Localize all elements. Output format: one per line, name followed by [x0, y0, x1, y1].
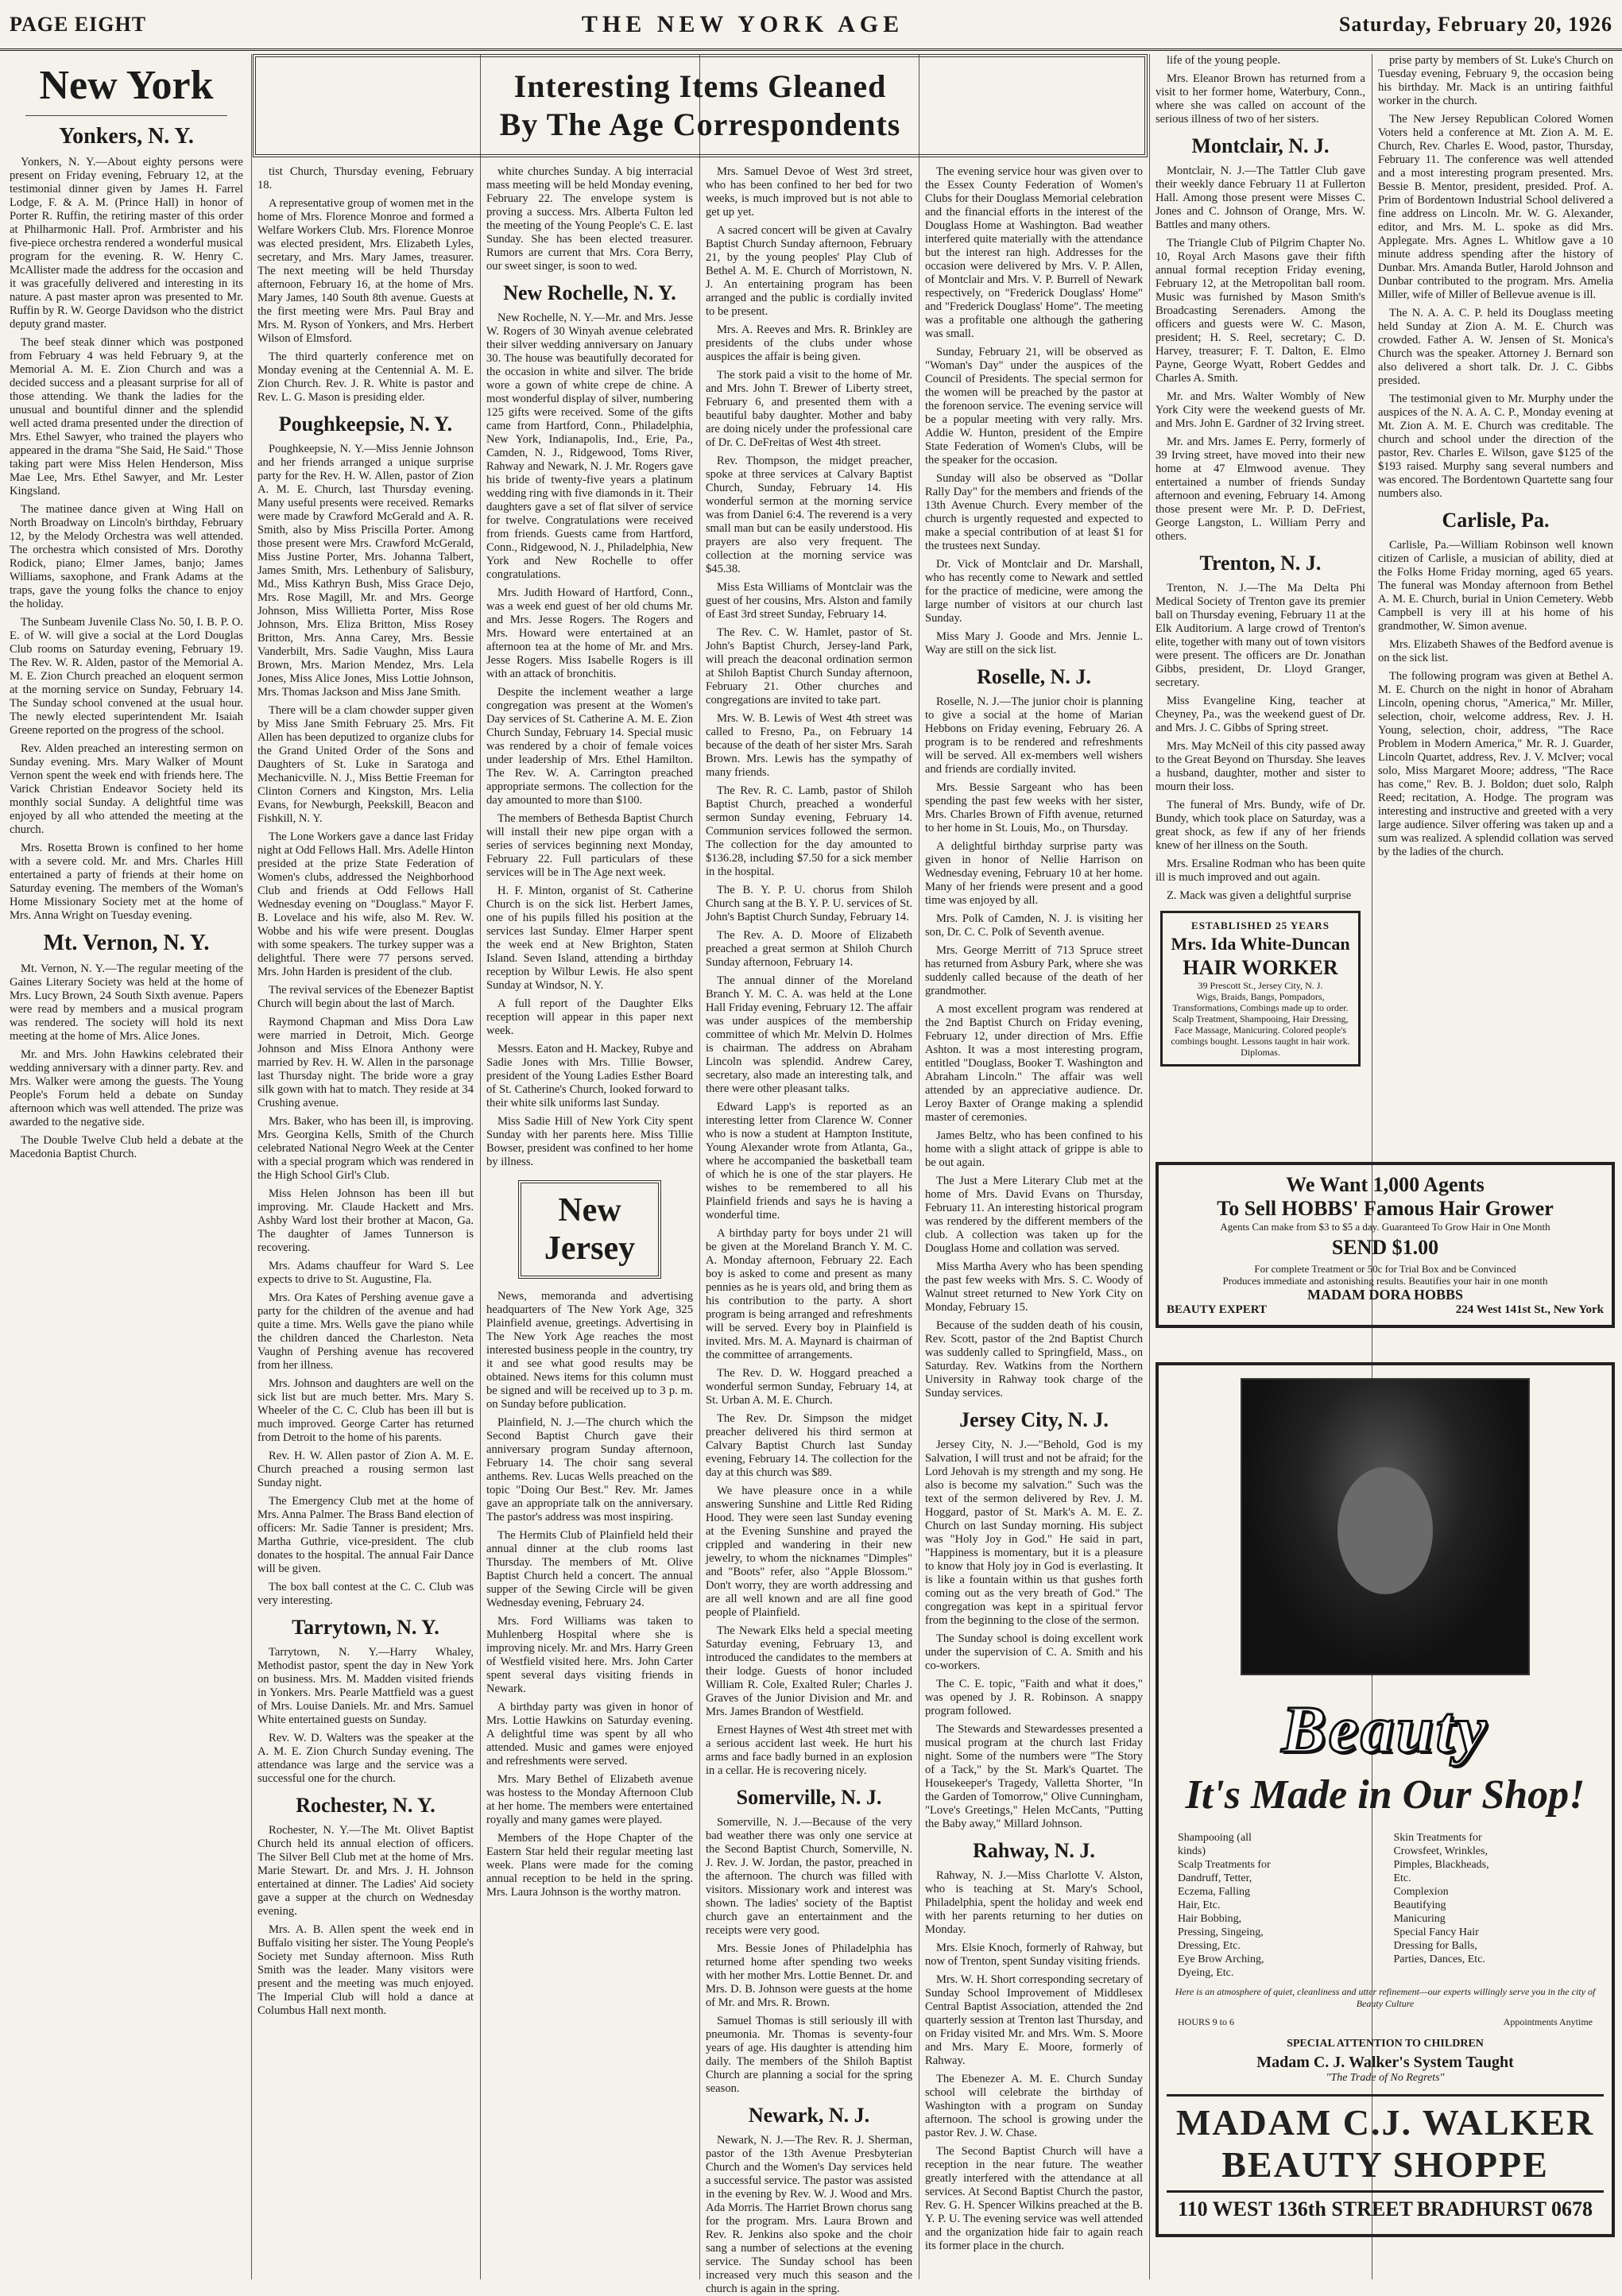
article-paragraph: Mrs. Bessie Sargeant who has been spending the past few weeks with her sister, Mrs. Charles Brown of Fifth avenue, returned to her home in St. Louis, Mo., on Thursday.	[925, 781, 1143, 834]
article-paragraph: The New Jersey Republican Colored Women Voters held a conference at Mt. Zion A. M. E. Church, Rev. Charles E. Wood, pastor, Thursday, February 11. The conference was well attended and a most interesting program presented. Mrs. Bessie B. Mentor, president, presided. Prof. A. Prim of Bordentown Industrial School delivered a fine address on Lincoln. Mr. W. G. Alexander, editor, and Mrs. M. L. spoke as did Mrs. Applegate. Mrs. Agnes L. Whitlow gave a 10 minute address spending after the history of Dunbar. Mrs. Amanda Butler, Harold Johnson and Dunbar contributed to the program. Mrs. Amelia Miller, wife of Miller of Bellevue avenue is ill.	[1378, 113, 1613, 301]
hobbs-subheadline: To Sell HOBBS' Famous Hair Grower	[1217, 1197, 1554, 1220]
walker-system: Madam C. J. Walker's System Taught	[1256, 2054, 1514, 2071]
shop-note: Here is an atmosphere of quiet, cleanliness and utter refinement—our experts willingly serve you in the city of Beauty Culture	[1175, 1986, 1596, 2009]
article-paragraph: Roselle, N. J.—The junior choir is planning to give a social at the home of Marian Hebbons on Friday evening, February 26. A program is to be rendered and refreshments will be served. All ex-members well wishers and friends are cordially invited.	[925, 695, 1143, 776]
article-paragraph: Ernest Haynes of West 4th street met with a serious accident last week. He hurt his arms and face badly burned in an explosion in a cellar. He is recovering nicely.	[706, 1724, 912, 1777]
service-item: Special Fancy Hair Dressing for Balls, Parties, Dances, Etc.	[1393, 1926, 1485, 1965]
article-paragraph: Because of the sudden death of his cousin, Rev. Scott, pastor of the 2nd Baptist Church was suddenly called to Springfield, Mass., on Saturday. Rev. Watkins from the Northern University in Rahway took charge of the Sunday services.	[925, 1319, 1143, 1400]
shoppe-address: 110 WEST 136th STREET	[1178, 2197, 1413, 2220]
article-paragraph: Tarrytown, N. Y.—Harry Whaley, Methodist pastor, spent the day in New York on business. Mrs. M. Madden visited friends in Yonkers. Mrs. Pearle Mattfield was a guest of Mrs. Louise Daniels. Mr. and Mrs. Samuel White entertained guests on Sunday.	[257, 1646, 474, 1726]
article-paragraph: Mrs. A. Reeves and Mrs. R. Brinkley are presidents of the clubs under whose auspices the affair is being given.	[706, 323, 912, 363]
hobbs-ad-wrapper	[1151, 1151, 1620, 1339]
article-paragraph: Mrs. A. B. Allen spent the week end in Buffalo visiting her sister. The Young People's Society met Sunday afternoon. Miss Ruth Smith was the leader. Many visitors were present and the meeting was much enjoyed. The Imperial Club will hold a dance at Columbus Hall next month.	[257, 1923, 474, 2017]
article-paragraph: Mrs. W. H. Short corresponding secretary of Sunday School Improvement of Middlesex Central Baptist Association, attended the 2nd quarterly session at Trenton last Thursday, and on Friday visited Mr. and Mrs. Wm. S. Moore and Mrs. Mary E. Moore, formerly of Rahway.	[925, 1973, 1143, 2067]
beauty-headline: Beauty	[1281, 1693, 1489, 1767]
banner-line-2: By The Age Correspondents	[499, 106, 901, 142]
article-paragraph: The Lone Workers gave a dance last Friday night at Odd Fellows Hall. Mrs. Adelle Hinton presided at the prize State Federation of Women's clubs, addressed the Neighborhood Club and friends at Odd Fellows Hall Wednesday evening on "Douglass." Mayor F. B. Lovelace and his wife, also M. Rev. W. Wobbe and his wife were present. Douglas with some speakers. The turkey supper was a delightful. There were 77 persons served. Mrs. John Harden is president of the club.	[257, 831, 474, 978]
made-in-shop-tagline: It's Made in Our Shop!	[1185, 1772, 1585, 1818]
article-paragraph: Mrs. Samuel Devoe of West 3rd street, who has been confined to her bed for two weeks, is much improved but is not able to get up yet.	[706, 165, 912, 219]
article-paragraph: Rev. Alden preached an interesting sermon on Sunday evening. Mrs. Mary Walker of Mount Vernon spent the week end with friends here. The Varick Christian Endeavor Society held its monthly social Sunday. A delightful time was enjoyed by all who attended the meeting at the church.	[10, 742, 243, 836]
article-paragraph: Edward Lapp's is reported as an interesting letter from Clarence W. Conner who is now a student at Hampton Institute, Young Alexander wrote from Atlanta, Ga., where he accompanied the basketball team of which he is one of the star players. He wishes to be remembered to all his Plainfield friends and says he is having a wonderful time.	[706, 1101, 912, 1222]
section-title-new-jersey: New Jersey	[518, 1180, 661, 1279]
article-paragraph: Rev. W. D. Walters was the speaker at the A. M. E. Zion Church Sunday evening. The attendance was large and the service was a successful one for the church.	[257, 1732, 474, 1785]
article-paragraph: Miss Martha Avery who has been spending the past few weeks with Mrs. S. C. Woody of Walnut street returned to New York City on Monday, February 15.	[925, 1260, 1143, 1314]
article-paragraph: Rochester, N. Y.—The Mt. Olivet Baptist Church held its annual election of officers. The Silver Bell Club met at the home of Mrs. Marie Stewart. Dr. and Mrs. J. H. Johnson entertained at dinner. The Ladies' Aid society gave a supper at the church on Wednesday evening.	[257, 1824, 474, 1918]
article-paragraph: Jersey City, N. J.—"Behold, God is my Salvation, I will trust and not be afraid; for the Lord Jehovah is my strength and my song. He also is become my salvation." Such was the text of the sermon delivered by Rev. J. M. Hoggard, pastor of St. Mark's A. M. E. Z. Church on last Sunday morning. His subject was "Holy Joy in God." He said in part, "Happiness is momentary, but it is a pleasure to know that Holy joy in God is everlasting. It is like a fountain within us that gushes forth coming out as the very breath of God." The congregation was kept in a spiritual fervor from the beginning to the close of the sermon.	[925, 1438, 1143, 1627]
page-number: PAGE EIGHT	[10, 12, 147, 36]
dateline-yonkers: Yonkers, N. Y.	[59, 124, 194, 149]
article-paragraph: Mrs. May McNeil of this city passed away to the Great Beyond on Thursday. She leaves a husband, daughter, mother and sister to mourn their loss.	[1156, 740, 1365, 793]
service-item: Eye Brow Arching, Dyeing, Etc.	[1178, 1953, 1264, 1979]
article-paragraph: There will be a clam chowder supper given by Miss Jane Smith February 25. Mrs. Fit Allen has been deputized to organize clubs for the Grand United Order of the Sons and Daughters of St. Luke in Saratoga and Mechanicville. N. J., Miss Bettie Freeman for Clinton Corners and Kingston, Mrs. Lelia Evans, for Newburgh, Peekskill, Beacon and Fishkill, N. Y.	[257, 704, 474, 825]
article-paragraph: Mrs. Elsie Knoch, formerly of Rahway, but now of Trenton, spent Sunday visiting friends.	[925, 1942, 1143, 1968]
services-list	[1167, 1831, 1604, 1980]
article-paragraph: The Sunbeam Juvenile Class No. 50, I. B. P. O. E. of W. will give a social at the Lord Douglas Club rooms on Saturday evening, February 19. The Rev. W. R. Alden, pastor of the Memorial A. M. E. Zion Church preached an eloquent sermon at the morning service on Sunday, February 14. The Sunday school convened at the usual hour. The newly elected superintendent Mr. Isaiah Greene reported on the progress of the school.	[10, 616, 243, 737]
issue-date: Saturday, February 20, 1926	[1338, 12, 1612, 36]
article-paragraph: The revival services of the Ebenezer Baptist Church will begin about the last of March.	[257, 984, 474, 1010]
dateline-rochester: Rochester, N. Y.	[296, 1794, 436, 1817]
article-paragraph: Miss Evangeline King, teacher at Cheyney, Pa., was the weekend guest of Dr. and Mrs. J. C. Gibbs of Spring street.	[1156, 695, 1365, 734]
article-paragraph: The following program was given at Bethel A. M. E. Church on the night in honor of Abraham Lincoln, opening chorus, "America," Mr. Miller, selection, choir, welcome address, Rev. J. H. Young, selection, choir, address, "The Race Problem in Modern America," Mr. R. J. Guarder, Lincoln Quartet, address, Rev. J. V. McIver; vocal solo, Miss Margaret Moore; address, "The Race has come," Rev. B. J. Boldon; duet solo, Ralph Reed; recitation, A. Hodge. The program was interesting and instructive and greeted with a very large audience. Silver offering was taken up and a sum was realized. A splendid collation was served by the ladies of the church.	[1378, 670, 1613, 858]
article-paragraph: Rev. Thompson, the midget preacher, spoke at three services at Calvary Baptist Church, Sunday, February 14. His wonderful sermon at the morning service was from Daniel 6:4. The reverend is a very small man but can be easily understood. His prayers are also very frequent. The collection at the morning service was $45.38.	[706, 455, 912, 575]
article-paragraph: Mrs. Johnson and daughters are well on the sick list but are much better. Mrs. Mary S. Wheeler of the C. C. Club has been ill but is much improved. George Carter has returned from Detroit to the home of his parents.	[257, 1377, 474, 1444]
dateline-jersey-city: Jersey City, N. J.	[959, 1408, 1109, 1431]
hobbs-headline: We Want 1,000 Agents	[1286, 1173, 1485, 1196]
hobbs-name: MADAM DORA HOBBS	[1307, 1287, 1463, 1303]
service-item: Scalp Treatments for Dandruff, Tetter, Eczema, Falling Hair, Etc.	[1178, 1859, 1271, 1911]
dateline-mt-vernon: Mt. Vernon, N. Y.	[43, 931, 210, 955]
dateline-somerville: Somerville, N. J.	[736, 1786, 882, 1809]
article-paragraph: Sunday, February 21, will be observed as "Woman's Day" under the auspices of the Council of Presidents. The special sermon for the women will be preached by the pastor at the forenoon service. The evening service will be a popular meeting with very rally. Mrs. Addie W. Hunton, president of the Empire State Federation of Women's Clubs, will be the speaker for the occasion.	[925, 346, 1143, 467]
article-paragraph: Mrs. Mary Bethel of Elizabeth avenue was hostess to the Monday Afternoon Club at her home. The members were entertained royally and many games were played.	[486, 1773, 693, 1826]
article-paragraph: Dr. Vick of Montclair and Dr. Marshall, who has recently come to Newark and settled for the practice of medicine, were among the large number of visitors at our church last Sunday.	[925, 558, 1143, 625]
service-item: Complexion Beautifying	[1393, 1886, 1449, 1911]
ad-title: HAIR WORKER	[1183, 956, 1338, 979]
banner-line-1: Interesting Items Gleaned	[513, 68, 887, 104]
article-paragraph: The beef steak dinner which was postponed from February 4 was held February 9, at the Memorial A. M. E. Zion Church and was a decided success and a pleasant surprise for all of those attending. We thank the ladies for the unusual and bountiful dinner and the splendid well acted drama presented under the direction of Mrs. Ethel Sawyer, who trained the players who appeared in the drama "She Said, He Said." Those taking part were Miss Helen Henderson, Miss Mae Lee, Mrs. Ethel Sawyer, and Mr. Lester Kingsland.	[10, 336, 243, 498]
article-paragraph: Mrs. Ora Kates of Pershing avenue gave a party for the children of the avenue and had quite a time. Mrs. Wells gave the piano while the children danced the Charleston. Neta Vaughn of Pershing avenue has recovered from her illness.	[257, 1291, 474, 1372]
article-paragraph: tist Church, Thursday evening, February 18.	[257, 165, 474, 192]
article-paragraph: Miss Helen Johnson has been ill but improving. Mr. Claude Hackett and Mrs. Ashby Ward lost their brother at Macon, Ga. The daughter of James Tunnerson is recovering.	[257, 1187, 474, 1254]
article-paragraph: Rev. H. W. Allen pastor of Zion A. M. E. Church preached a rousing sermon last Sunday night.	[257, 1450, 474, 1489]
dateline-tarrytown: Tarrytown, N. Y.	[292, 1616, 439, 1639]
article-paragraph: A birthday party for boys under 21 will be given at the Moreland Branch Y. M. C. A. Monday afternoon, February 22. Each boy is asked to come and present as many pennies as he is years old, and bring them as his contribution to the party. A short program is being arranged and refreshments will be served. Every boy in Plainfield is invited. Mrs. M. A. Maynard is chairman of the committee of arrangements.	[706, 1227, 912, 1361]
article-paragraph: The B. Y. P. U. chorus from Shiloh Church sang at the B. Y. P. U. services of St. John's Baptist Church Sunday, February 14.	[706, 884, 912, 923]
column-rule	[1149, 54, 1150, 2279]
service-item: Hair Bobbing, Pressing, Singeing, Dressing, Etc.	[1178, 1913, 1264, 1952]
article-paragraph: Mrs. Adams chauffeur for Ward S. Lee expects to drive to St. Augustine, Fla.	[257, 1260, 474, 1286]
article-paragraph: The annual dinner of the Moreland Branch Y. M. C. A. was held at the Lone Hall Friday evening, February 12. The affair was under auspices of the membership committee of which Mr. Melvin D. Holmes is chairman. The address on Abraham Lincoln was splendid. Andrew Carey, secretary, also made an interesting talk, and there were other pleasant talks.	[706, 974, 912, 1095]
article-paragraph: Mrs. Bessie Jones of Philadelphia has returned home after spending two weeks with her mother Mrs. Lottie Bennet. Dr. and Mrs. D. B. Johnson were guests at the home of Mr. and Mrs. R. Brown.	[706, 1942, 912, 2009]
hobbs-results: Produces immediate and astonishing results. Beautifies your hair in one month	[1222, 1275, 1548, 1287]
dateline-roselle: Roselle, N. J.	[977, 665, 1091, 688]
article-paragraph: Raymond Chapman and Miss Dora Law were married in Detroit, Mich. George Johnson and Miss Elnora Anthony were married by Rev. H. W. Allen in the parsonage last Thursday night. The bride wore a gray silk gown with hat to match. They reside at 34 Crushing avenue.	[257, 1016, 474, 1109]
walker-trade-slogan: "The Trade of No Regrets"	[1326, 2072, 1445, 2084]
masthead	[0, 0, 1622, 51]
shoppe-phone: BRADHURST 0678	[1416, 2197, 1593, 2220]
dateline-newark: Newark, N. J.	[748, 2104, 870, 2127]
article-paragraph: The funeral of Mrs. Bundy, wife of Dr. Bundy, which took place on Saturday, was a great shock, as few if any of her friends knew of her illness on the South.	[1156, 799, 1365, 852]
article-paragraph: Members of the Hope Chapter of the Eastern Star held their regular meeting last week. Plans were made for the coming annual reception to be held in the spring. Mrs. Laura Johnson is the worthy matron.	[486, 1832, 693, 1899]
article-paragraph: The Emergency Club met at the home of Mrs. Anna Palmer. The Brass Band election of officers: Mr. Sadie Tanner is president; Mrs. Martha Guthrie, vice-president. The club donates to the hospital. The annual Fair Dance will be given.	[257, 1495, 474, 1575]
article-paragraph: Mrs. George Merritt of 713 Spruce street has returned from Asbury Park, where she was suddenly called because of the death of her grandmother.	[925, 944, 1143, 997]
article-paragraph: The matinee dance given at Wing Hall on North Broadway on Lincoln's birthday, February 12, by the Melody Orchestra was well attended. The orchestra which consisted of Mrs. Dorothy Rodick, piano; Elmer James, banjo; James Williams, saxophone, and Frank Adams at the traps, gave the young folks the chance to enjoy the holiday.	[10, 503, 243, 610]
hobbs-send-price: SEND $1.00	[1331, 1236, 1439, 1259]
column-7	[1373, 54, 1618, 1000]
article-paragraph: Mr. and Mrs. John Hawkins celebrated their wedding anniversary with a dinner party. Rev. and Mrs. Walker were among the guests. The Young People's Forum held a debate on Sunday afternoon which was well attended. The prize was awarded to the negative side.	[10, 1048, 243, 1129]
article-paragraph: Miss Sadie Hill of New York City spent Sunday with her parents here. Miss Tillie Bowser, president was confined to her home by illness.	[486, 1115, 693, 1168]
shop-hours: HOURS 9 to 6	[1178, 2016, 1235, 2027]
article-paragraph: Rahway, N. J.—Miss Charlotte V. Alston, who is teaching at St. Mary's School, Philadelphia, spent the holiday and week end with her parents returning to her duties on Monday.	[925, 1869, 1143, 1936]
hobbs-offer: For complete Treatment or 50c for Trial Box and be Convinced	[1254, 1263, 1516, 1275]
article-paragraph: The Rev. C. W. Hamlet, pastor of St. John's Baptist Church, Jersey-land Park, will preach the deaconal ordination sermon at Shiloh Baptist Church Sunday afternoon, February 21. Other churches and congregations are invited to take part.	[706, 626, 912, 707]
dateline-carlisle: Carlisle, Pa.	[1442, 509, 1550, 532]
article-paragraph: The testimonial given to Mr. Murphy under the auspices of the N. A. A. C. P., Monday evening at Mt. Zion A. M. E. Church was creditable. The church and school under the direction of the pastor, Rev. Charles E. Wilson, gave $125 of the $193 raised. Murphy sang several numbers and was encored. The Bordentown Quartette sang four numbers also.	[1378, 393, 1613, 500]
beauty-shoppe-name: MADAM C.J. WALKER BEAUTY SHOPPE	[1167, 2094, 1604, 2193]
section-title-new-york: New York	[39, 63, 214, 108]
article-paragraph: The Rev. A. D. Moore of Elizabeth preached a great sermon at Shiloh Church Sunday afternoon, February 14.	[706, 929, 912, 969]
column-5	[920, 54, 1148, 2279]
article-paragraph: Mr. and Mrs. James E. Perry, formerly of 39 Irving street, have moved into their new home at 47 Elmwood avenue. They entertained a number of friends Sunday afternoon and evening, February 14. Among those present were Mr. P. D. DeFriest, George Langston, L. William Perry and others.	[1156, 436, 1365, 543]
article-paragraph: We have pleasure once in a while answering Sunshine and Little Red Riding Hood. They were seen last Sunday evening at the Evening Sunshine and prayed the crippled and wandering in their new jewelry, to whom the nicknames "Dimples" and "Boots" refer, also "Apple Blossom." Don't worry, they are worth addressing and are all well known and are all fine good people of Plainfield.	[706, 1485, 912, 1619]
article-paragraph: Mrs. Eleanor Brown has returned from a visit to her former home, Waterbury, Conn., where she was called on account of the serious illness of two of her sisters.	[1156, 72, 1365, 126]
service-item: Shampooing (all kinds)	[1178, 1832, 1252, 1857]
hobbs-beauty-expert: BEAUTY EXPERT	[1167, 1303, 1268, 1316]
column-6	[1151, 54, 1370, 1143]
article-paragraph: Messrs. Eaton and H. Mackey, Rubye and Sadie Jones with Mrs. Tillie Bowser, president of the Young Ladies Esther Board of St. Catherine's Church, looked forward to their white silk uniforms last Sunday.	[486, 1043, 693, 1109]
article-paragraph: Somerville, N. J.—Because of the very bad weather there was only one service at the Second Baptist Church, Somerville, N. J. Rev. J. W. Jordan, the pastor, preached in the afternoon. The church was filled with visitors. Missionary work and interest was shown. The ladies' society of the Baptist church gave an entertainment and the receipts were very good.	[706, 1816, 912, 1937]
column-1	[5, 54, 248, 2279]
article-paragraph: The Just a Mere Literary Club met at the home of Mrs. David Evans on Thursday, February 11. An interesting historical program was rendered by the different members of the club. A collection was taken up for the Douglass Home and collation was served.	[925, 1175, 1143, 1255]
article-paragraph: The Stewards and Stewardesses presented a musical program at the church last Friday night. Some of the numbers were "The Story of a Tack," by the St. Mark's Quartet. The Housekeeper's Tragedy, Valletta Shorter, "In the Garden of Tomorrow," Olive Cunningham, "Love's Greetings," Helen McCants, "Putting the Baby away," Millard Johnson.	[925, 1723, 1143, 1830]
article-paragraph: The stork paid a visit to the home of Mr. and Mrs. John T. Brewer of Liberty street, February 6, and presented them with a beautiful baby daughter. Mother and baby are doing nicely under the professional care of Dr. C. DeFreitas of West 4th street.	[706, 369, 912, 449]
article-paragraph: The Newark Elks held a special meeting Saturday evening, February 13, and introduced the candidates to the members at their lodge. Guests of honor included William R. Cole, Exalted Ruler; Charles J. Graves of the Junior Division and Mr. and Mrs. James Brandon of Westfield.	[706, 1624, 912, 1718]
dateline-trenton: Trenton, N. J.	[1199, 552, 1322, 575]
shop-appointments: Appointments Anytime	[1503, 2016, 1593, 2027]
article-paragraph: Mrs. Judith Howard of Hartford, Conn., was a week end guest of her old chums Mr. and Mrs. Jesse Rogers. The Rogers and Mrs. Howard were entertained at an afternoon tea at the home of Mr. and Mrs. Jesse Rogers. Miss Isabelle Rogers is ill with an attack of bronchitis.	[486, 587, 693, 680]
article-paragraph: The third quarterly conference met on Monday evening at the Centennial A. M. E. Zion Church. Rev. J. R. White is pastor and Rev. L. G. Mason is presiding elder.	[257, 350, 474, 404]
article-paragraph: Miss Esta Williams of Montclair was the guest of her cousins, Mrs. Alston and family of East 3rd street Sunday, February 14.	[706, 581, 912, 621]
article-paragraph: Z. Mack was given a delightful surprise	[1167, 889, 1352, 902]
column-3	[482, 165, 698, 2279]
hobbs-hair-grower-ad	[1156, 1162, 1615, 1328]
article-paragraph: A birthday party was given in honor of Mrs. Lottie Hawkins on Saturday evening. A delightful time was spent by all who attended. Music and games were enjoyed and refreshments were served.	[486, 1701, 693, 1767]
article-paragraph: Poughkeepsie, N. Y.—Miss Jennie Johnson and her friends arranged a unique surprise party for the Rev. H. W. Allen, pastor of Zion A. M. E. Church, last Thursday evening. Many useful presents were received. Remarks were made by Crawford McGerald and A. R. Smith, also by Miss Priscilla Porter. Among those present were Mrs. Crawford McGerald, Miss Justine Porter, Mrs. Johanna Talbert, James Smith, Mrs. Lethenbury of Salisbury, Md., Miss Kathryn Bush, Miss Grace Dejo, Mrs. Rose Magill, Mr. and Mrs. George Johnson, Miss Willietta Porter, Miss Rose Johnson, Mrs. Eliza Britton, Miss Rosey Britton, Mrs. Anna Carey, Mrs. Bessie Vanderbilt, Mrs. Sadie Vaughn, Miss Laura Brown, Mrs. Marion Mendez, Mrs. Lela Jones, Miss Alice Jones, Miss Lottie Johnson, Mrs. Thomas Jackson and Miss Jane Smith.	[257, 443, 474, 699]
article-paragraph: The Rev. D. W. Hoggard preached a wonderful sermon Sunday, February 14, at St. Urban A. M. E. Church.	[706, 1367, 912, 1407]
article-paragraph: The Second Baptist Church will have a reception in the near future. The weather greatly interfered with the attendance at all services. At Second Baptist Church the pastor, Rev. G. H. Spencer Wilkins preached at the B. Y. P. U. The evening service was well attended and the organization hide fair to again reach its former place in the church.	[925, 2145, 1143, 2252]
article-paragraph: Carlisle, Pa.—William Robinson well known citizen of Carlisle, a musician of ability, died at the Folks Home Friday morning, aged 65 years. The funeral was Monday afternoon from Bethel A. M. E. Church, burial in Union Cemetery. Webb Campbell is very ill at his home of his grandmother, W. Simon avenue.	[1378, 539, 1613, 633]
divider	[25, 115, 227, 116]
article-paragraph: Yonkers, N. Y.—About eighty persons were present on Friday evening, February 12, at the testimonial dinner given by James H. Farrel Lodge, F. & A. M. (Prince Hall) in honor of Porter R. Ruffin, the retiring master of this order at Philharmonic Hall. Prof. Armbrister and his five-piece orchestra rendered a wonderful musical program for the evening. R. W. Henry C. McAllister made the address for the occasion and it was gracefully delivered and interesting in its nature. A past master apron was presented to Mr. Ruffin by R. W. George Davidson who the district deputy grand master.	[10, 156, 243, 331]
woman-portrait-image	[1241, 1378, 1530, 1675]
article-paragraph: The Sunday school is doing excellent work under the supervision of C. A. Smith and his co-workers.	[925, 1632, 1143, 1672]
article-paragraph: A delightful birthday surprise party was given in honor of Nellie Harrison on Wednesday evening, February 10 at her home. Many of her friends were present and a good time was enjoyed by all.	[925, 840, 1143, 907]
article-paragraph: prise party by members of St. Luke's Church on Tuesday evening, February 9, the occasion being his birthday. Mr. Mack is an untiring faithful worker in the church.	[1378, 54, 1613, 107]
walker-ad-wrapper	[1151, 1357, 1620, 2242]
article-paragraph: Trenton, N. J.—The Ma Delta Phi Medical Society of Trenton gave its premier ball on Thursday evening, February 11 at the Elk Auditorium. A large crowd of Trenton's elite, together with many out of town visitors were present. The officers are Dr. Jonathan Gibbs, president, Dr. Lloyd Granger, secretary.	[1156, 582, 1365, 689]
article-paragraph: The members of Bethesda Baptist Church will install their new pipe organ with a series of services beginning next Monday, February 22. Full particulars of these services will be in The Age next week.	[486, 812, 693, 879]
article-paragraph: A most excellent program was rendered at the 2nd Baptist Church on Friday evening, February 12, under direction of Mrs. Effie Ashton. It was a most interesting program, entitled "Douglass, Booker T. Washington and Abraham Lincoln." The affair was well attended by an appreciative audience. Dr. Leroy Baxter of Orange making a splendid master of ceremonies.	[925, 1003, 1143, 1124]
article-paragraph: Despite the inclement weather a large congregation was present at the Women's Day services of St. Catherine A. M. E. Zion Church Sunday, February 14. Special music was rendered by a choir of female voices under leadership of Mrs. Ethel Hamilton. The Rev. W. A. Carrington preached appropriate sermons. The collection for the day amounted to more than $100.	[486, 686, 693, 807]
newspaper-title: THE NEW YORK AGE	[581, 10, 904, 37]
article-paragraph: Mrs. Polk of Camden, N. J. is visiting her son, Dr. C. C. Polk of Seventh avenue.	[925, 912, 1143, 939]
dateline-new-rochelle: New Rochelle, N. Y.	[503, 281, 676, 304]
service-item: Skin Treatments for Crowsfeet, Wrinkles, Pimples, Blackheads, Etc.	[1393, 1832, 1489, 1884]
article-paragraph: The evening service hour was given over to the Essex County Federation of Women's Clubs for their Douglass Memorial celebration and the financial efforts in the interest of the Douglass Home at Washington. Bad weather interfered quite materially with the attendance but the interest ran high. Addresses for the occasion were delivered by Mrs. V. P. Allen, of Montclair and Mrs. V. P. Burrell of Newark respectively, on "Frederick Douglass' Home" and "Frederick Douglass' Home". The meeting was a profitable one although the gathering was small.	[925, 165, 1143, 340]
ad-body: Wigs, Braids, Bangs, Pompadors, Transformations, Combings made up to order. Scalp Treatment, Shampooing, Hair Dressing, Face Massage, Manicuring. Colored people's combings bought. Lessons taught in hair work. Diplomas.	[1171, 991, 1350, 1058]
column-rule	[251, 54, 252, 2279]
article-paragraph: James Beltz, who has been confined to his home with a slight attack of grippe is able to be out again.	[925, 1129, 1143, 1169]
article-paragraph: Mrs. Elizabeth Shawes of the Bedford avenue is on the sick list.	[1378, 638, 1613, 664]
hobbs-address: 224 West 141st St., New York	[1455, 1303, 1604, 1316]
article-paragraph: life of the young people.	[1167, 54, 1281, 67]
column-rule	[480, 54, 481, 2279]
special-attention: SPECIAL ATTENTION TO CHILDREN	[1287, 2038, 1484, 2050]
article-paragraph: Plainfield, N. J.—The church which the Second Baptist Church gave their anniversary program Sunday afternoon, February 14. The choir sang several anthems. Rev. Lucas Wells preached on the topic "Doing Our Best." Rev. Mr. James gave an appropriate talk on the anniversary. The pastor's address was most inspiring.	[486, 1416, 693, 1524]
column-2	[253, 165, 478, 2279]
walker-beauty-shoppe-ad	[1156, 1362, 1615, 2237]
article-paragraph: Mrs. W. B. Lewis of West 4th street was called to Fresno, Pa., on February 14 because of the death of her sister Mrs. Sarah Brown. Mrs. Lewis has the sympathy of many friends.	[706, 712, 912, 779]
article-paragraph: The Hermits Club of Plainfield held their annual dinner at the club rooms last Thursday. The members of Mt. Olive Baptist Church held a concert. The annual supper of the Sewing Circle will be given Wednesday evening, February 24.	[486, 1529, 693, 1609]
ad-address: 39 Prescott St., Jersey City, N. J.	[1198, 980, 1323, 991]
article-paragraph: The Triangle Club of Pilgrim Chapter No. 10, Royal Arch Masons gave their fifth annual formal reception Friday evening, February 12, at the Metropolitan ball room. Music was furnished by Mason Smith's Broadcasting Serenaders. Among the officers and guests were W. C. Mason, president; H. S. Reel, secretary; C. D. Harvey, treasurer; F. T. Dalton, E. Elmo Payne, George Wyatt, Robert Geddes and Charles A. Smith.	[1156, 237, 1365, 385]
article-paragraph: Sunday will also be observed as "Dollar Rally Day" for the members and friends of the 13th Avenue Church. Every member of the church is urgently requested and expected to make a special contribution of at least $1 for the trustees next Sunday.	[925, 472, 1143, 552]
article-paragraph: Mrs. Ersaline Rodman who has been quite ill is much improved and out again.	[1156, 858, 1365, 884]
column-4	[701, 165, 917, 2295]
article-paragraph: A sacred concert will be given at Cavalry Baptist Church Sunday afternoon, February 21, by the young peoples' Play Club of Bethel A. M. E. Church of Morristown, N. J. An entertaining program has been arranged and the public is cordially invited to be present.	[706, 224, 912, 318]
article-paragraph: The Double Twelve Club held a debate at the Macedonia Baptist Church.	[10, 1134, 243, 1160]
hobbs-earnings: Agents Can make from $3 to $5 a day. Guaranteed To Grow Hair in One Month	[1220, 1221, 1550, 1233]
article-paragraph: H. F. Minton, organist of St. Catherine Church is on the sick list. Herbert James, one of his pupils filled his position at the services last Sunday. Elmer Harper spent the week end at New Brighton, Staten Island. Seven Island, attending a birthday reception by Wilbur Lewis. He also spent Sunday at Windsor, N. Y.	[486, 885, 693, 992]
article-paragraph: The Rev. Dr. Simpson the midget preacher delivered his third sermon at Calvary Baptist Church last Sunday evening, February 14. The collection for the day at this church was $89.	[706, 1412, 912, 1479]
article-paragraph: Mrs. Ford Williams was taken to Muhlenberg Hospital where she is improving nicely. Mr. and Mrs. Harry Green of Westfield visited here. Mrs. John Carter spent several days visiting friends in Newark.	[486, 1615, 693, 1695]
dateline-montclair: Montclair, N. J.	[1191, 134, 1330, 157]
newspaper-page	[5, 54, 1618, 2295]
article-paragraph: News, memoranda and advertising headquarters of The New York Age, 325 Plainfield avenue, greetings. Advertising in The New York Age reaches the most interested business people in the country, try it and see what good results may be obtained. News items for this column must be signed and will be received up to 3 p. m. on Sunday before publication.	[486, 1290, 693, 1411]
article-paragraph: The box ball contest at the C. C. Club was very interesting.	[257, 1581, 474, 1607]
article-paragraph: white churches Sunday. A big interracial mass meeting will be held Monday evening, February 22. The envelope system is proving a success. Mrs. Alberta Fulton led the meeting of the Young People's C. E. last Sunday. She has been elected treasurer. Rumors are current that Mrs. Cora Berry, our sweet singer, is soon to wed.	[486, 165, 693, 273]
dateline-poughkeepsie: Poughkeepsie, N. Y.	[278, 412, 453, 436]
service-item: Manicuring	[1393, 1913, 1446, 1925]
article-paragraph: Mrs. Baker, who has been ill, is improving. Mrs. Georgina Kells, Smith of the Church celebrated National Negro Week at the Center with a special program which was rendered in the High School Girl's Club.	[257, 1115, 474, 1182]
article-paragraph: New Rochelle, N. Y.—Mr. and Mrs. Jesse W. Rogers of 30 Winyah avenue celebrated their silver wedding anniversary on January 30. The house was beautifully decorated for the occasion in white and silver. The bride wore a gown of white crepe de chine. A most wonderful display of silver, numbering 125 gifts were received. Some of the gifts came from Hartford, Conn., Philadelphia, New York, Indianapolis, Ind., Erie, Pa., Camden, N. J., Ridgewood, Toms River, Rahway and Newark, N. J. Mr. Rogers gave his bride of twenty-five years a platinum wedding ring with five diamonds in it. Their daughters gave a set of flat silver of service for twelve. Congratulations were received from friends. Guests came from Hartford, Conn., Ridgewood, N. J., Philadelphia, New York and New Rochelle to offer congratulations.	[486, 312, 693, 581]
hair-worker-ad	[1160, 911, 1361, 1067]
article-paragraph: The N. A. A. C. P. held its Douglass meeting held Sunday at Zion A. M. E. Church was crowded. Father A. W. Jensen of St. Monica's Church was the speaker. Attorney J. Bernard son also delivered a short talk. Dr. J. C. Gibbs presided.	[1378, 307, 1613, 387]
column-rule	[699, 54, 700, 2279]
article-paragraph: A representative group of women met in the home of Mrs. Florence Monroe and formed a Welfare Workers Club. Mrs. Florence Monroe was elected president, Mrs. Elizabeth Lyles, secretary, and Mrs. Mary James, treasurer. The next meeting will be held Thursday afternoon, February 16, at the home of Mrs. Mary James, 140 South 8th avenue. Guests at the first meeting were Mrs. Paul Bray and Mrs. M. Ryson of Yonkers, and Mrs. Herbert Wilson of Elmsford.	[257, 197, 474, 345]
article-paragraph: Newark, N. J.—The Rev. R. J. Sherman, pastor of the 13th Avenue Presbyterian Church and the Women's Day services held a successful service. The pastor was assisted in the evening by Rev. W. J. Wood and Mrs. Ada Morris. The Harriet Brown chorus sang for the program. Mrs. Laura Brown and Rev. R. Jenkins also spoke and the choir sang a number of selections at the evening service. The Sunday school has been increased very much this season and the church is again in the spring.	[706, 2134, 912, 2295]
article-paragraph: Miss Mary J. Goode and Mrs. Jennie L. Way are still on the sick list.	[925, 630, 1143, 656]
article-paragraph: Samuel Thomas is still seriously ill with pneumonia. Mr. Thomas is seventy-four years of age. His daughter is attending him daily. The members of the Shiloh Baptist Church are planning a social for the spring season.	[706, 2015, 912, 2095]
ad-established: ESTABLISHED 25 YEARS	[1191, 920, 1330, 931]
article-paragraph: Mr. and Mrs. Walter Wombly of New York City were the weekend guests of Mr. and Mrs. John E. Gardner of 32 Irving street.	[1156, 390, 1365, 430]
article-paragraph: The Rev. R. C. Lamb, pastor of Shiloh Baptist Church, preached a wonderful sermon Sunday evening, February 14. Communion services followed the sermon. The collection for the day amounted to $136.28, including $7.50 for a sick member in the hospital.	[706, 784, 912, 878]
ad-name: Mrs. Ida White-Duncan	[1171, 934, 1350, 954]
article-paragraph: The Ebenezer A. M. E. Church Sunday school will celebrate the birthday of Washington with a program on Sunday afternoon. The school is growing under the pastor Rev. J. W. Chase.	[925, 2073, 1143, 2139]
article-paragraph: A full report of the Daughter Elks reception will appear in this paper next week.	[486, 997, 693, 1037]
article-paragraph: Montclair, N. J.—The Tattler Club gave their weekly dance February 11 at Fullerton Hall. Among those present were Misses C. Jones and C. Johnson of Orange, Mrs. W. Battles and many others.	[1156, 165, 1365, 231]
article-paragraph: Mt. Vernon, N. Y.—The regular meeting of the Gaines Literary Society was held at the home of Mrs. Lucy Brown, 24 South Sixth avenue. Papers were read by members and a musical program was rendered. The society will hold its next meeting at the home of Mrs. Alice Jones.	[10, 962, 243, 1043]
article-paragraph: Mrs. Rosetta Brown is confined to her home with a severe cold. Mr. and Mrs. Charles Hill entertained a party of friends at their home on Saturday evening. The members of the Woman's Home Missionary Society met at the home of Mrs. Anna Wright on Tuesday evening.	[10, 842, 243, 922]
article-paragraph: The C. E. topic, "Faith and what it does," was opened by J. R. Robinson. A snappy program followed.	[925, 1678, 1143, 1717]
dateline-rahway: Rahway, N. J.	[973, 1839, 1095, 1862]
